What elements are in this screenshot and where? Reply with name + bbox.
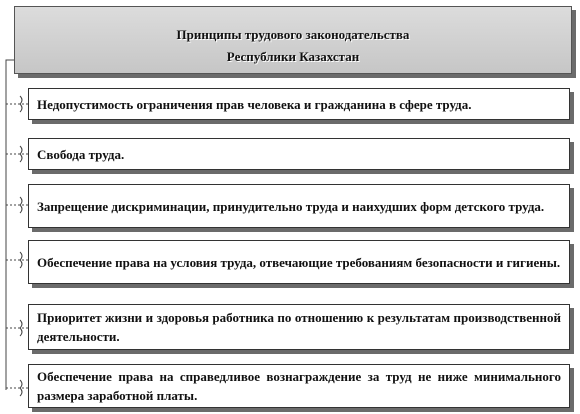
principle-item-3 — [28, 184, 570, 228]
header-title — [15, 24, 571, 68]
principle-text-5: Приоритет жизни и здоровья работника по отношению к результатам производственной деятельности. — [37, 310, 561, 344]
principle-item-2 — [28, 138, 570, 170]
principle-text-3: Запрещение дискриминации, принудительно труда и наихудших форм детского труда. — [37, 198, 545, 214]
principle-item-4 — [28, 240, 570, 284]
principle-item-1 — [28, 88, 570, 120]
diagram-header — [14, 6, 572, 74]
principle-text-1: Недопустимость ограничения прав человека и гражданина в сфере труда. — [37, 96, 472, 112]
principle-item-6 — [28, 364, 570, 408]
header-title-line2: Республики Казахстан — [226, 49, 360, 64]
principle-text-4: Обеспечение права на условия труда, отвечающие требованиям безопасности и гигиены. — [37, 254, 561, 270]
header-title-line1: Принципы трудового законодательства — [176, 27, 410, 42]
principle-item-5 — [28, 304, 570, 350]
principle-text-2: Свобода труда. — [37, 146, 125, 162]
principle-text-6: Обеспечение права на справедливое вознаграждение за труд не ниже минимального размера заработной платы. — [37, 369, 561, 403]
